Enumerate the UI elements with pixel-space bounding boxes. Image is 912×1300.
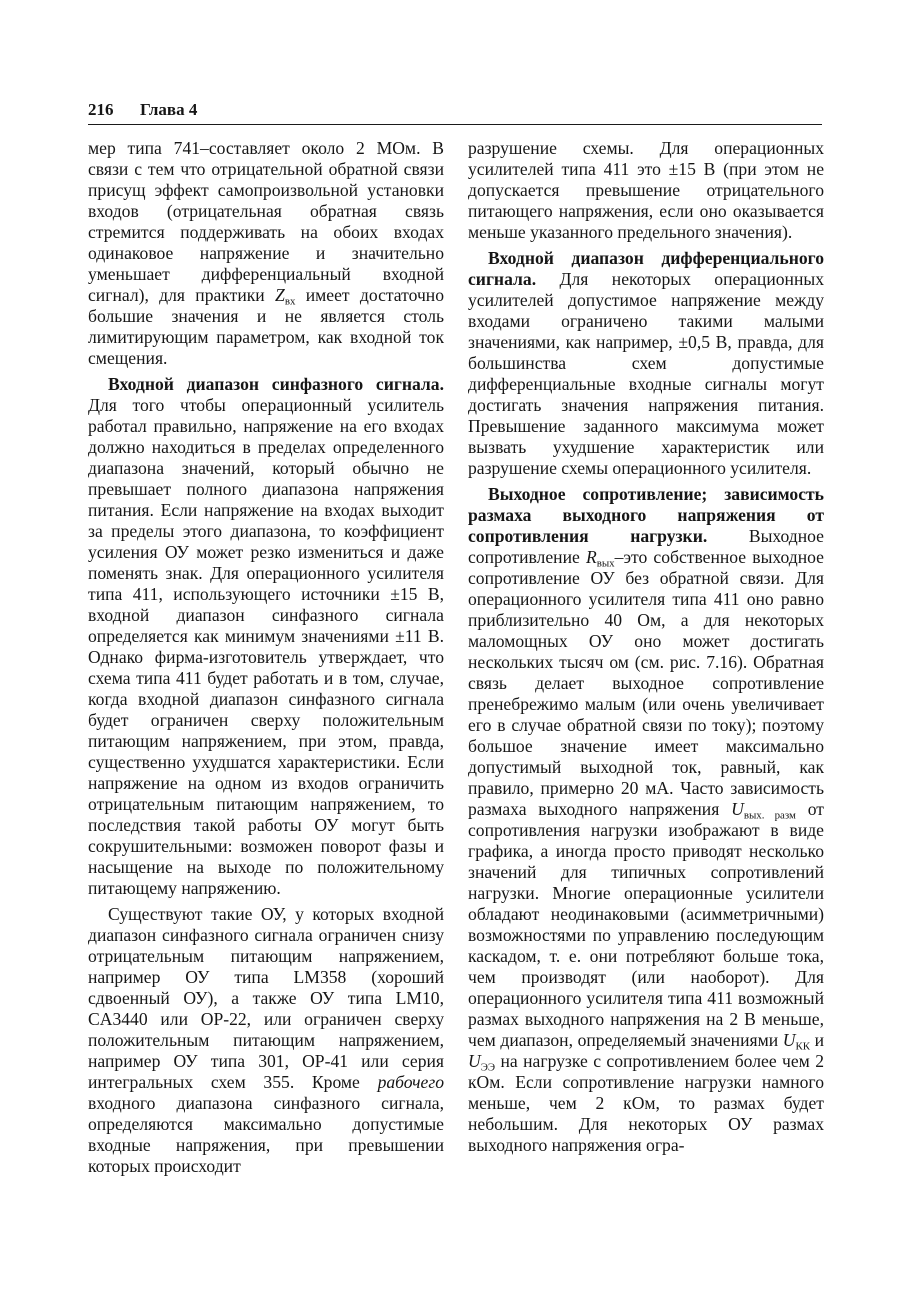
emphasis-word: рабочего	[377, 1072, 444, 1092]
paragraph-differential-range	[468, 248, 824, 479]
section-heading: Входной диапазон дифференциального сигнала.	[468, 248, 824, 289]
subscript-ee: ЭЭ	[480, 1061, 496, 1074]
paragraph-text: входного диапазона синфазного сигнала, определяются максимально допустимые входные напряжения, при превышении которых происходит	[88, 1093, 444, 1176]
paragraph-text: Для некоторых операционных усилителей допустимое напряжение между входами ограничено такими малыми значениями, как например, ±0,5 В, правда, для большинства схем допустимые дифференциальные входные сигналы могут достигать значения напряжения питания. Превышение заданного максимума может вызвать ухудшение характеристик или разрушение схемы операционного усилителя.	[468, 269, 824, 478]
chapter-title: Глава 4	[140, 100, 198, 119]
section-heading: Выходное сопротивление; зависимость размаха выходного напряжения от сопротивления нагрузки.	[468, 484, 824, 546]
paragraph-destruction-continued	[468, 138, 824, 243]
paragraph-text: на нагрузке с сопротивлением более чем 2 кОм. Если сопротивление нагрузки намного меньше, чем 2 кОм, то размах будет небольшим. Для некоторых ОУ размах выходного напряжения огра-	[468, 1051, 824, 1155]
paragraph-text: имеет достаточно большие значения и не является столь лимитирующим параметром, как входной ток смещения.	[88, 285, 445, 368]
paragraph-text: мер типа 741–составляет около 2 МОм. В связи с тем что отрицательной обратной связи присущ эффект самопроизвольной установки входов (отрицательная обратная связь стремится поддерживать на обоих входах одинаковое напряжение и значительно уменьшает дифференциальный входной сигнал), для практики	[88, 138, 444, 305]
right-column	[468, 138, 824, 1161]
left-column	[88, 138, 444, 1182]
paragraph-text: и	[810, 1030, 824, 1050]
subscript-kk: КК	[795, 1040, 810, 1053]
symbol-r: R	[585, 547, 597, 567]
header-rule	[88, 124, 822, 125]
symbol-z: Z	[275, 285, 285, 305]
symbol-u: U	[782, 1030, 796, 1050]
symbol-u: U	[468, 1051, 481, 1071]
paragraph-input-impedance-end	[88, 138, 444, 369]
paragraph-text: –это собственное выходное сопротивление ОУ без обратной связи. Для операционного усилителя типа 411 оно равно приблизительно 40 Ом, а для некоторых маломощных ОУ оно может достигать нескольких тысяч ом (см. рис. 7.16). Обратная связь делает выходное сопротивление пренебрежимо малым (или очень увеличивает его в случае обратной связи по току); поэтому большое значение имеет максимально допустимый выходной ток, равный, как правило, примерно 20 мА. Часто зависимость размаха выходного напряжения	[468, 547, 824, 819]
paragraph-op-amp-examples	[88, 904, 444, 1177]
subscript-vx: вх	[284, 295, 296, 308]
page-number: 216	[88, 100, 114, 119]
paragraph-output-impedance	[468, 484, 824, 1156]
subscript-vykh-razm: вых. разм	[743, 809, 796, 822]
section-heading: Входной диапазон синфазного сигнала.	[108, 374, 444, 394]
paragraph-text: Для того чтобы операционный усилитель работал правильно, напряжение на его входах должно находиться в пределах определенного диапазона значений, который обычно не превышает полного диапазона напряжения питания. Если напряжение на входах выходит за пределы этого диапазона, то коэффициент усиления ОУ может резко измениться и даже поменять знак. Для операционного усилителя типа 411, использующего источники ±15 В, входной диапазон синфазного сигнала определяется как минимум значениями ±11 В. Однако фирма-изготовитель утверждает, что схема типа 411 будет работать и в том, случае, когда входной диапазон синфазного сигнала будет ограничен сверху положительным питающим напряжением, при этом, правда, существенно ухудшатся характеристики. Если напряжение на одном из входов ограничить отрицательным питающим напряжением, то последствия такой работы ОУ могут быть сокрушительными: возможен поворот фазы и насыщение на выходе по положительному питающему напряжению.	[88, 395, 444, 898]
paragraph-text: разрушение схемы. Для операционных усилителей типа 411 это ±15 В (при этом не допускается превышение отрицательного питающего напряжения, если оно оказывается меньше указанного предельного значения).	[468, 138, 824, 242]
paragraph-text: от сопротивления нагрузки изображают в виде графика, а иногда просто приводят несколько значений для типичных сопротивлений нагрузки. Многие операционные усилители обладают неодинаковыми (асимметричными) возможностями по управлению последующим каскадом, т. е. они потребляют больше тока, чем производят (или наоборот). Для операционного усилителя типа 411 возможный размах выходного напряжения на 2 В меньше, чем диапазон, определяемый значениями	[468, 799, 824, 1050]
subscript-vykh: вых	[596, 557, 615, 570]
paragraph-text: Существуют такие ОУ, у которых входной диапазон синфазного сигнала ограничен снизу отрицательным питающим напряжением, например ОУ типа LM358 (хороший сдвоенный ОУ), а также ОУ типа LM10, CA3440 или OP-22, или ограничен сверху положительным питающим напряжением, например ОУ типа 301, OP-41 или серия интегральных схем 355. Кроме	[88, 904, 444, 1092]
symbol-u: U	[731, 799, 744, 819]
paragraph-common-mode-range	[88, 374, 444, 899]
running-header	[88, 100, 822, 122]
paragraph-text: Выходное сопротивление	[468, 526, 824, 567]
